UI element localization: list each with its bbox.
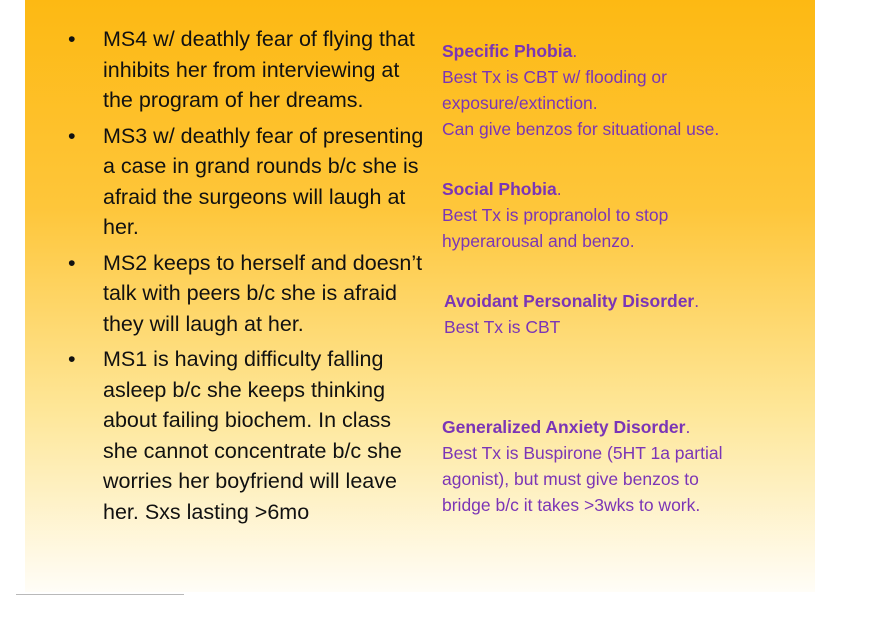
diagnosis-avoidant-personality <box>444 288 804 340</box>
scenario-text: MS2 keeps to herself and doesn’t talk with peers b/c she is afraid they will laugh at her. <box>103 250 423 336</box>
treatment-line: bridge b/c it takes >3wks to work. <box>442 495 701 515</box>
bullet-icon: • <box>68 123 76 148</box>
diagnosis-period: . <box>694 291 700 311</box>
diagnosis-name: Avoidant Personality Disorder <box>444 291 695 311</box>
treatment-line: Best Tx is propranolol to stop <box>442 205 669 225</box>
scenario-text: MS3 w/ deathly fear of presenting a case in grand rounds b/c she is afraid the surgeons will laugh at her. <box>103 123 424 239</box>
treatment-line: Best Tx is CBT w/ flooding or <box>442 67 667 87</box>
diagnosis-name: Specific Phobia <box>442 41 573 61</box>
bottom-divider <box>16 594 184 595</box>
diagnosis-period: . <box>556 179 562 199</box>
diagnosis-generalized-anxiety <box>442 414 802 518</box>
bullet-icon: • <box>68 347 76 371</box>
diagnosis-period: . <box>572 41 578 61</box>
treatment-line: Can give benzos for situational use. <box>442 119 720 139</box>
treatment-line: Best Tx is CBT <box>444 317 561 337</box>
bullet-icon: • <box>68 27 76 51</box>
treatment-line: Best Tx is Buspirone (5HT 1a partial <box>442 443 723 463</box>
scenario-text: MS1 is having difficulty falling asleep b/c she keeps thinking about failing biochem. In class she cannot concentrate b/c she worries her boyfriend will leave her. Sxs lasting >6mo <box>103 347 402 524</box>
scenario-ms3 <box>66 121 426 243</box>
treatment-line: exposure/extinction. <box>442 93 598 113</box>
scenario-text: MS4 w/ deathly fear of flying that inhibits her from interviewing at the program of her dreams. <box>103 27 415 112</box>
diagnosis-name: Generalized Anxiety Disorder <box>442 417 686 437</box>
diagnosis-period: . <box>685 417 691 437</box>
diagnosis-social-phobia <box>442 176 802 254</box>
bullet-icon: • <box>68 250 76 275</box>
scenario-ms2 <box>66 248 426 340</box>
scenario-ms4 <box>66 24 426 116</box>
scenario-list <box>66 24 426 532</box>
treatment-line: hyperarousal and benzo. <box>442 231 635 251</box>
scenario-ms1 <box>66 344 426 527</box>
diagnosis-name: Social Phobia <box>442 179 557 199</box>
treatment-line: agonist), but must give benzos to <box>442 469 699 489</box>
diagnosis-specific-phobia <box>442 38 802 142</box>
